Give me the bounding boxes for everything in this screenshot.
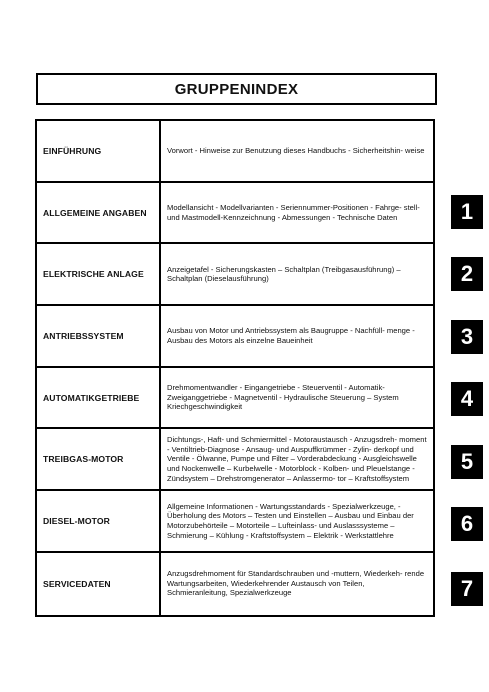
section-tab-3[interactable]: 3 (451, 320, 483, 354)
section-tab-7[interactable]: 7 (451, 572, 483, 606)
section-description: Modellansicht - Modellvarianten - Seriennummer-Positionen - Fahrge- stell- und Mastmodell-Kennzeichnung - Abmessungen - Technische Daten (167, 202, 420, 222)
section-name: EINFÜHRUNG (37, 121, 161, 181)
page-title: GRUPPENINDEX (174, 80, 299, 98)
group-index-table (35, 119, 435, 617)
index-row-elektrische-anlage[interactable] (37, 244, 433, 306)
section-name: ANTRIEBSSYSTEM (37, 306, 161, 366)
index-row-servicedaten[interactable] (37, 553, 433, 615)
page-title-box (36, 73, 437, 105)
index-row-allgemeine-angaben[interactable] (37, 183, 433, 245)
section-tab-1[interactable]: 1 (451, 195, 483, 229)
section-description: Dichtungs-, Haft- und Schmiermittel - Motoraustausch - Anzugsdreh- moment - Ventiltrieb-Diagnose - Ansaug- und Auspuffkrümmer - Zylin- derkopf und Ventile - Ölwanne, Pumpe und Filter – Vorderabdeckung - Ausgleichswelle und Nockenwelle – Kurbelwelle - Motorblock - Kolben- und Pleuelstange - Zündsystem – Drehstromgenerator – Anlassermo- tor – Kraftstoffsystem (167, 435, 427, 483)
index-row-diesel-motor[interactable] (37, 491, 433, 553)
section-name: TREIBGAS-MOTOR (37, 429, 161, 489)
section-name: ELEKTRISCHE ANLAGE (37, 244, 161, 304)
section-name: AUTOMATIKGETRIEBE (37, 368, 161, 428)
section-tab-2[interactable]: 2 (451, 257, 483, 291)
index-row-einfuehrung[interactable] (37, 121, 433, 183)
section-description: Anzeigetafel - Sicherungskasten – Schaltplan (Treibgasausführung) – Schaltplan (Dieselausführung) (167, 264, 401, 284)
section-description: Allgemeine Informationen - Wartungsstandards - Spezialwerkzeuge, - Überholung des Motors – Testen und Einstellen – Ausbau und Einbau der Motorzubehörteile – Motorteile – Lufteinlass- und Auslasssysteme – Schmierung – Kühlung - Kraftstoffsystem – Elektrik - Werkstattlehre (167, 501, 414, 540)
section-tab-6[interactable]: 6 (451, 507, 483, 541)
section-description: Drehmomentwandler - Eingangetriebe - Steuerventil - Automatik- Zweiganggetriebe - Magnetventil - Hydraulische Steuerung – System Kriechgeschwindigkeit (167, 383, 399, 412)
section-description: Ausbau von Motor und Antriebssystem als Baugruppe - Nachfüll- menge - Ausbau des Motors als einzelne Baueinheit (167, 326, 415, 345)
index-row-antriebssystem[interactable] (37, 306, 433, 368)
section-tab-4[interactable]: 4 (451, 382, 483, 416)
section-tab-5[interactable]: 5 (451, 445, 483, 479)
section-name: SERVICEDATEN (37, 553, 161, 615)
index-row-automatikgetriebe[interactable] (37, 368, 433, 430)
section-description: Vorwort - Hinweise zur Benutzung dieses Handbuchs - Sicherheitshin- weise (167, 146, 425, 156)
section-description: Anzugsdrehmoment für Standardschrauben und -muttern, Wiederkeh- rende Wartungsarbeiten, Wiederkehrender Austausch von Teilen, Schmieranleitung, Spezialwerkzeuge (167, 569, 425, 598)
section-name: DIESEL-MOTOR (37, 491, 161, 551)
index-row-treibgas-motor[interactable] (37, 429, 433, 491)
section-name: ALLGEMEINE ANGABEN (37, 183, 161, 243)
